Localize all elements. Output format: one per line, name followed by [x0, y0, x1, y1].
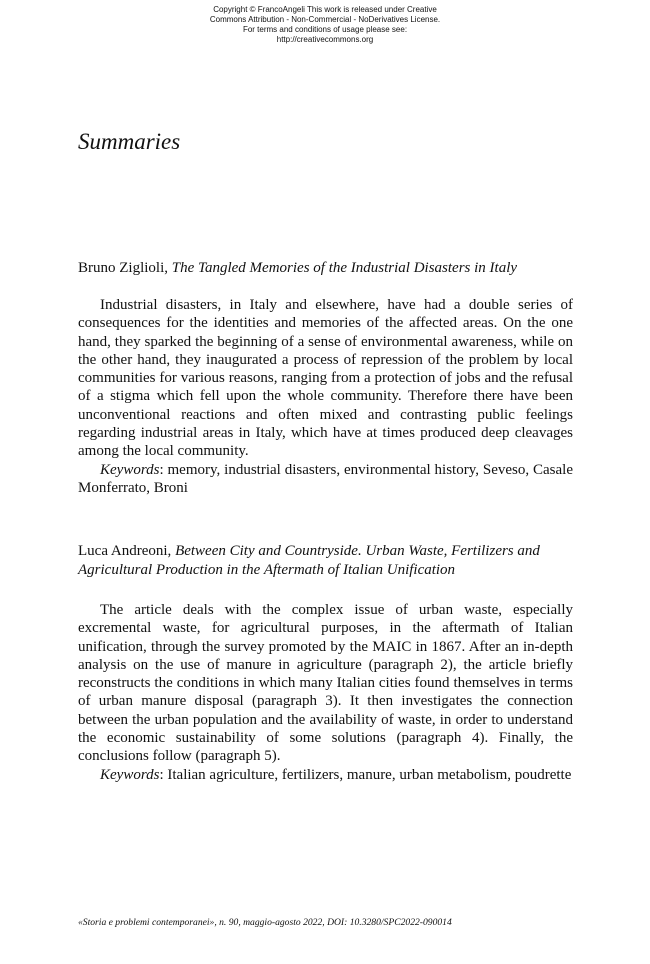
copyright-line: Commons Attribution - Non-Commercial - NoDerivatives License.	[209, 15, 441, 24]
journal-citation-footer: «Storia e problemi contemporanei», n. 90, maggio-agosto 2022, DOI: 10.3280/SPC2022-090014	[78, 917, 452, 928]
keywords-label: Keywords	[100, 766, 160, 783]
summary-entry	[78, 542, 573, 784]
summary-heading	[78, 542, 573, 580]
summary-entry	[78, 259, 573, 497]
keywords-line	[78, 766, 573, 784]
keywords-text: : memory, industrial disasters, environmental history, Seveso, Casale Monferrato, Broni	[78, 461, 573, 496]
article-title: Between City and Countryside. Urban Waste, Fertilizers and Agricultural Production in the Aftermath of Italian Unification	[78, 543, 540, 578]
copyright-line: Copyright © FrancoAngeli This work is released under Creative	[213, 5, 437, 14]
abstract-text: Industrial disasters, in Italy and elsewhere, have had a double series of consequences for the identities and memories of the affected areas. On the one hand, they sparked the beginning of a sense of environmental awareness, while on the other hand, they inaugurated a process of repression of the problem by local communities for various reasons, ranging from a protection of jobs and the refusal of a stigma which fell upon the whole community. Therefore there have been unconventional reactions and often mixed and contrasting public feelings regarding industrial areas in Italy, which have at times produced deep cleavages among the local community.	[78, 297, 573, 460]
page-title: Summaries	[78, 129, 181, 154]
author-name: Bruno Ziglioli,	[78, 260, 172, 276]
summary-heading	[78, 259, 573, 278]
copyright-notice	[0, 5, 650, 45]
copyright-line: http://creativecommons.org	[276, 35, 374, 44]
article-title: The Tangled Memories of the Industrial Disasters in Italy	[171, 260, 518, 276]
author-name: Luca Andreoni,	[78, 543, 176, 559]
keywords-text: : Italian agriculture, fertilizers, manure, urban metabolism, poudrette	[159, 766, 572, 783]
keywords-label: Keywords	[100, 461, 160, 478]
copyright-line: For terms and conditions of usage please see:	[242, 25, 408, 34]
abstract-text: The article deals with the complex issue of urban waste, especially excremental waste, for agricultural purposes, in the aftermath of Italian unification, through the survey promoted by the MAIC in 1867. After an in-depth analysis on the use of manure in agriculture (paragraph 2), the article briefly reconstructs the conditions in which many Italian cities found themselves in terms of urban manure disposal (paragraph 3). It then investigates the connection between the urban population and the availability of waste, in order to understand the economic sustainability of some solutions (paragraph 4). Finally, the conclusions follow (paragraph 5).	[78, 602, 573, 765]
keywords-line	[78, 461, 573, 498]
